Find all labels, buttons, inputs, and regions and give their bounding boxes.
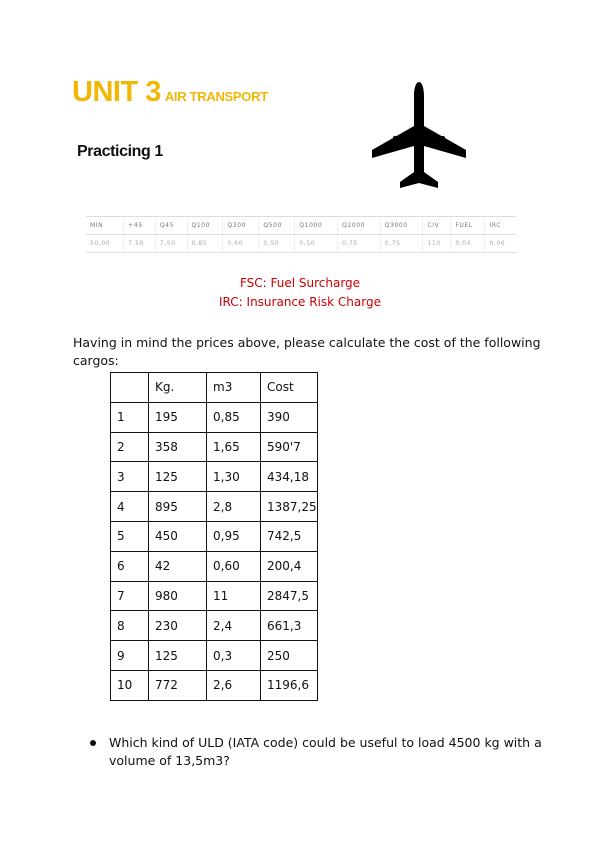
cargo-cell: 1	[111, 402, 149, 432]
cargo-cell: 358	[149, 432, 207, 462]
cargo-cell: 42	[149, 551, 207, 581]
cargo-cell: 195	[149, 402, 207, 432]
airplane-icon	[372, 82, 466, 190]
price-header-cell: Q1000	[295, 217, 338, 235]
cargo-cell: 1,30	[207, 462, 261, 492]
cargo-cell: 1387,25	[261, 492, 318, 522]
cargo-cell: 250	[261, 641, 318, 671]
cargo-cell: 7	[111, 581, 149, 611]
legend-fsc: FSC: Fuel Surcharge	[239, 276, 361, 290]
cargo-cell: 590'7	[261, 432, 318, 462]
cargo-table	[110, 372, 318, 701]
cargo-cell: 390	[261, 402, 318, 432]
cargo-cell: 2,6	[207, 670, 261, 700]
price-header-cell: CIV	[423, 217, 451, 235]
cargo-header-row	[111, 373, 318, 403]
table-row	[111, 521, 318, 551]
price-value-cell: 0,60	[223, 235, 259, 253]
cargo-cell: 2,8	[207, 492, 261, 522]
cargo-cell: 10	[111, 670, 149, 700]
cargo-cell: 4	[111, 492, 149, 522]
cargo-cell: 980	[149, 581, 207, 611]
cargo-cell: 434,18	[261, 462, 318, 492]
price-header-cell: Q45	[155, 217, 187, 235]
cargo-cell: 0,95	[207, 521, 261, 551]
cargo-cell: 230	[149, 611, 207, 641]
price-header-cell: IRC	[485, 217, 516, 235]
cargo-cell: 742,5	[261, 521, 318, 551]
cargo-cell: 772	[149, 670, 207, 700]
price-table	[86, 216, 516, 253]
unit-topic: AIR TRANSPORT	[164, 89, 268, 104]
cargo-cell: 3	[111, 462, 149, 492]
price-value-cell: 0,50	[259, 235, 295, 253]
cargo-header-cell: Cost	[261, 373, 318, 403]
table-row	[111, 492, 318, 522]
table-row	[111, 402, 318, 432]
cargo-cell: 1,65	[207, 432, 261, 462]
legend-irc: IRC: Insurance Risk Charge	[219, 295, 381, 309]
price-header-cell: Q2000	[338, 217, 381, 235]
instruction-text: Having in mind the prices above, please calculate the cost of the following cargos:	[73, 335, 541, 368]
cargo-cell: 0,60	[207, 551, 261, 581]
price-value-cell: 0,75	[338, 235, 381, 253]
price-value-cell: 7,50	[124, 235, 156, 253]
cargo-cell: 895	[149, 492, 207, 522]
price-value-cell: 0,85	[187, 235, 223, 253]
price-header-cell: FUEL	[451, 217, 485, 235]
price-header-cell: Q500	[259, 217, 295, 235]
cargo-cell: 11	[207, 581, 261, 611]
table-row	[111, 611, 318, 641]
price-header-row	[86, 217, 516, 235]
price-value-cell: 0,06	[485, 235, 516, 253]
cargo-cell: 661,3	[261, 611, 318, 641]
table-row	[111, 462, 318, 492]
price-value-cell: 0,04	[451, 235, 485, 253]
table-row	[111, 581, 318, 611]
table-row	[111, 670, 318, 700]
cargo-cell: 6	[111, 551, 149, 581]
question-text: Which kind of ULD (IATA code) could be useful to load 4500 kg with a volume of 13,5m3?	[109, 735, 542, 768]
price-header-cell: +45	[124, 217, 156, 235]
cargo-cell: 125	[149, 462, 207, 492]
cargo-cell: 9	[111, 641, 149, 671]
cargo-cell: 125	[149, 641, 207, 671]
price-header-cell: Q300	[223, 217, 259, 235]
table-row	[111, 641, 318, 671]
cargo-header-cell: m3	[207, 373, 261, 403]
cargo-header-cell: Kg.	[149, 373, 207, 403]
price-header-cell: Q3000	[380, 217, 423, 235]
price-header-cell: Q100	[187, 217, 223, 235]
page-subtitle: Practicing 1	[77, 143, 163, 160]
price-value-cell: 0,50	[295, 235, 338, 253]
price-value-row	[86, 235, 516, 253]
price-value-cell: 50,00	[86, 235, 124, 253]
cargo-cell: 2847,5	[261, 581, 318, 611]
table-row	[111, 551, 318, 581]
price-value-cell: 110	[423, 235, 451, 253]
cargo-cell: 1196,6	[261, 670, 318, 700]
price-header-cell: MIN	[86, 217, 124, 235]
bullet-icon	[90, 740, 96, 746]
cargo-cell: 2	[111, 432, 149, 462]
cargo-cell: 0,3	[207, 641, 261, 671]
price-value-cell: 0,75	[380, 235, 423, 253]
price-value-cell: 7,50	[155, 235, 187, 253]
cargo-cell: 450	[149, 521, 207, 551]
cargo-cell: 2,4	[207, 611, 261, 641]
cargo-header-cell	[111, 373, 149, 403]
unit-label: UNIT 3	[72, 76, 161, 108]
cargo-cell: 8	[111, 611, 149, 641]
cargo-cell: 5	[111, 521, 149, 551]
unit-title	[72, 76, 268, 109]
cargo-cell: 200,4	[261, 551, 318, 581]
question-item	[90, 734, 550, 770]
table-row	[111, 432, 318, 462]
cargo-cell: 0,85	[207, 402, 261, 432]
